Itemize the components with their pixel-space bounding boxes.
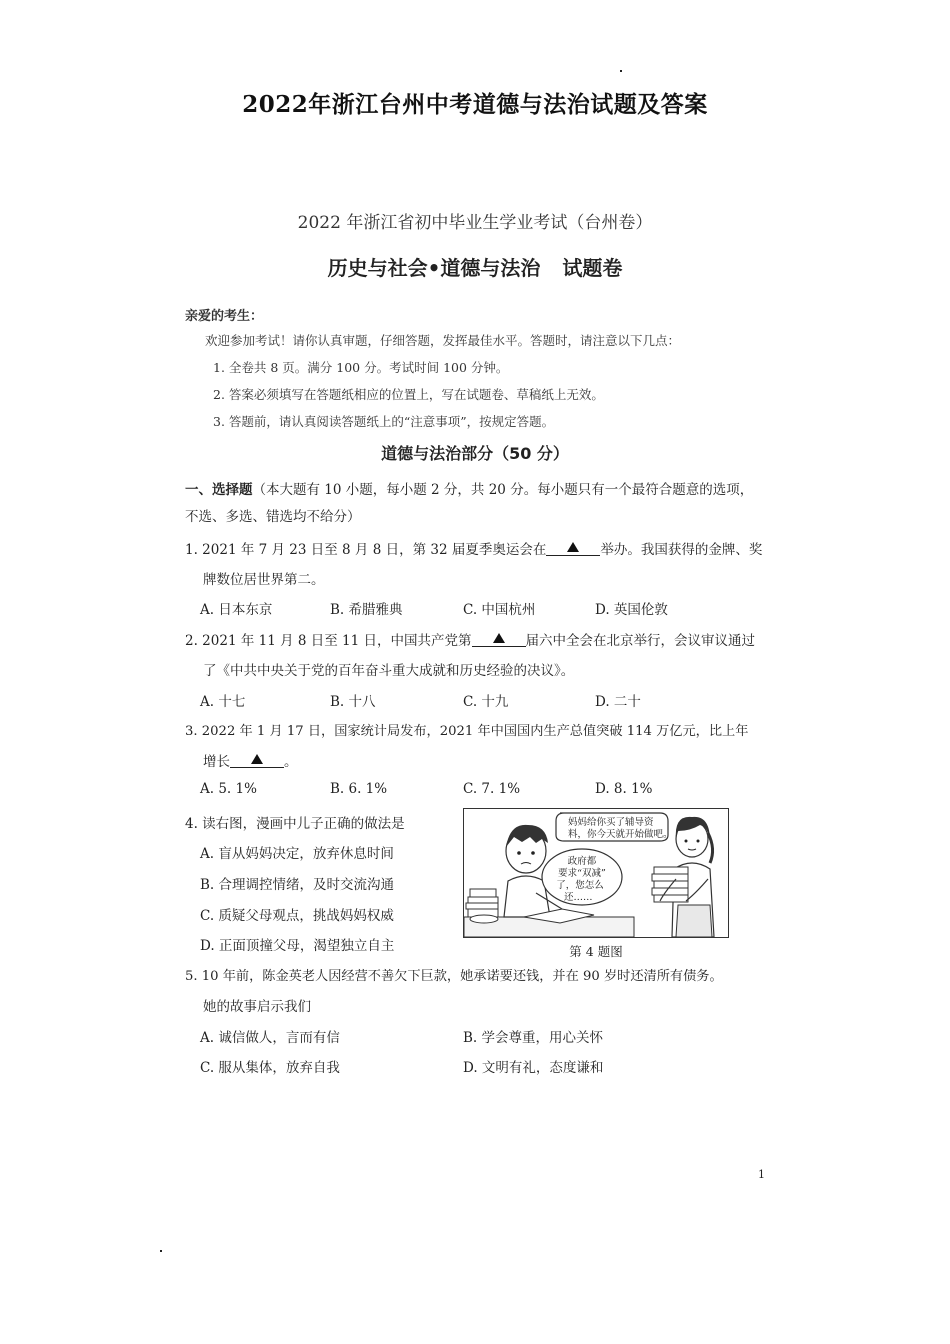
question-2-option-a: A. 十七	[200, 694, 246, 710]
paper-title-subject: 历史与社会•道德与法治	[327, 256, 541, 280]
question-5-stem-2: 她的故事启示我们	[203, 999, 311, 1015]
question-5-stem: 5. 10 年前，陈金英老人因经营不善欠下巨款，她承诺要还钱，并在 90 岁时还清所有债务。	[185, 969, 723, 984]
page-number: 1	[758, 1168, 765, 1181]
question-4-option-a: A. 盲从妈妈决定，放弃休息时间	[200, 846, 394, 862]
scan-dot	[160, 1250, 162, 1252]
question-3-stem-2	[203, 750, 298, 770]
question-4-option-b: B. 合理调控情绪，及时交流沟通	[200, 877, 395, 893]
question-2-option-b: B. 十八	[330, 694, 376, 710]
question-1-stem	[185, 538, 762, 558]
figure-caption: 第 4 题图	[569, 944, 623, 959]
question-2-text: 2. 2021 年 11 月 8 日至 11 日，中国共产党第	[185, 633, 472, 649]
question-2-stem-2: 了《中共中央关于党的百年奋斗重大成就和历史经验的决议》。	[203, 663, 575, 679]
question-3-option-c: C. 7. 1%	[463, 781, 521, 797]
bubble-son-line: 要求“双减”	[558, 868, 606, 879]
question-3-text: 增长	[203, 754, 230, 770]
answer-blank	[546, 539, 600, 556]
part-one-heading: 一、选择题	[185, 482, 253, 498]
triangle-icon	[567, 542, 579, 552]
part-one-description	[185, 478, 753, 498]
note-item: 3. 答题前，请认真阅读答题纸上的“注意事项”，按规定答题。	[213, 414, 555, 429]
question-3-text-cont: 。	[284, 754, 298, 770]
note-item: 2. 答案必须填写在答题纸相应的位置上，写在试题卷、草稿纸上无效。	[213, 387, 604, 402]
question-5-option-d: D. 文明有礼，态度谦和	[463, 1060, 604, 1076]
question-4-option-c: C. 质疑父母观点，挑战妈妈权威	[200, 908, 394, 924]
question-2-stem	[185, 629, 755, 649]
question-1-option-a: A. 日本东京	[200, 602, 273, 618]
question-1-text: 1. 2021 年 7 月 23 日至 8 月 8 日，第 32 届夏季奥运会在	[185, 542, 547, 558]
answer-blank	[472, 630, 526, 647]
question-1-text-cont: 举办。我国获得的金牌、奖	[600, 542, 763, 558]
exam-title: 2022 年浙江省初中毕业生学业考试（台州卷）	[297, 213, 653, 233]
question-1-option-c: C. 中国杭州	[463, 602, 536, 618]
question-1-option-d: D. 英国伦敦	[595, 602, 668, 618]
triangle-icon	[493, 633, 505, 643]
question-5-option-c: C. 服从集体，放弃自我	[200, 1060, 340, 1076]
question-2-option-d: D. 二十	[595, 694, 641, 710]
bubble-son-line: 政府都	[567, 856, 597, 867]
triangle-icon	[251, 754, 263, 764]
question-4-stem: 4. 读右图，漫画中儿子正确的做法是	[185, 816, 405, 832]
bubble-mom-line: 料，你今天就开始做吧。	[568, 829, 673, 840]
document-title: 2022年浙江台州中考道德与法治试题及答案	[242, 91, 708, 118]
scan-dot	[620, 70, 622, 72]
bubble-son-line: 了，您怎么	[556, 880, 604, 891]
question-3-stem: 3. 2022 年 1 月 17 日，国家统计局发布，2021 年中国国内生产总值突破 114 万亿元，比上年	[185, 724, 749, 739]
question-4-cartoon	[463, 808, 729, 938]
bubble-son-line: 还……	[564, 892, 593, 903]
question-1-stem-2: 牌数位居世界第二。	[203, 572, 325, 588]
question-2-text-cont: 届六中全会在北京举行，会议审议通过	[525, 633, 756, 649]
cartoon-illustration	[464, 809, 728, 937]
question-3-option-d: D. 8. 1%	[595, 781, 653, 797]
intro-text: 欢迎参加考试！请你认真审题，仔细答题，发挥最佳水平。答题时，请注意以下几点：	[205, 333, 681, 348]
section-title: 道德与法治部分（50 分）	[381, 444, 569, 463]
answer-blank	[230, 751, 284, 768]
note-item: 1. 全卷共 8 页。满分 100 分。考试时间 100 分钟。	[213, 360, 509, 375]
question-1-option-b: B. 希腊雅典	[330, 602, 403, 618]
question-4-option-d: D. 正面顶撞父母，渴望独立自主	[200, 938, 395, 954]
question-5-option-b: B. 学会尊重，用心关怀	[463, 1030, 604, 1046]
question-3-option-a: A. 5. 1%	[200, 781, 257, 797]
question-5-option-a: A. 诚信做人，言而有信	[200, 1030, 340, 1046]
part-one-desc-2: 不选、多选、错选均不给分）	[185, 509, 361, 525]
paper-title	[0, 252, 950, 281]
question-2-option-c: C. 十九	[463, 694, 509, 710]
greeting: 亲爱的考生：	[185, 309, 264, 324]
question-3-option-b: B. 6. 1%	[330, 781, 388, 797]
paper-title-type: 试题卷	[562, 256, 623, 280]
part-one-desc: （本大题有 10 小题，每小题 2 分，共 20 分。每小题只有一个最符合题意的选项，	[252, 482, 754, 498]
bubble-mom-line: 妈妈给你买了辅导资	[568, 817, 654, 828]
